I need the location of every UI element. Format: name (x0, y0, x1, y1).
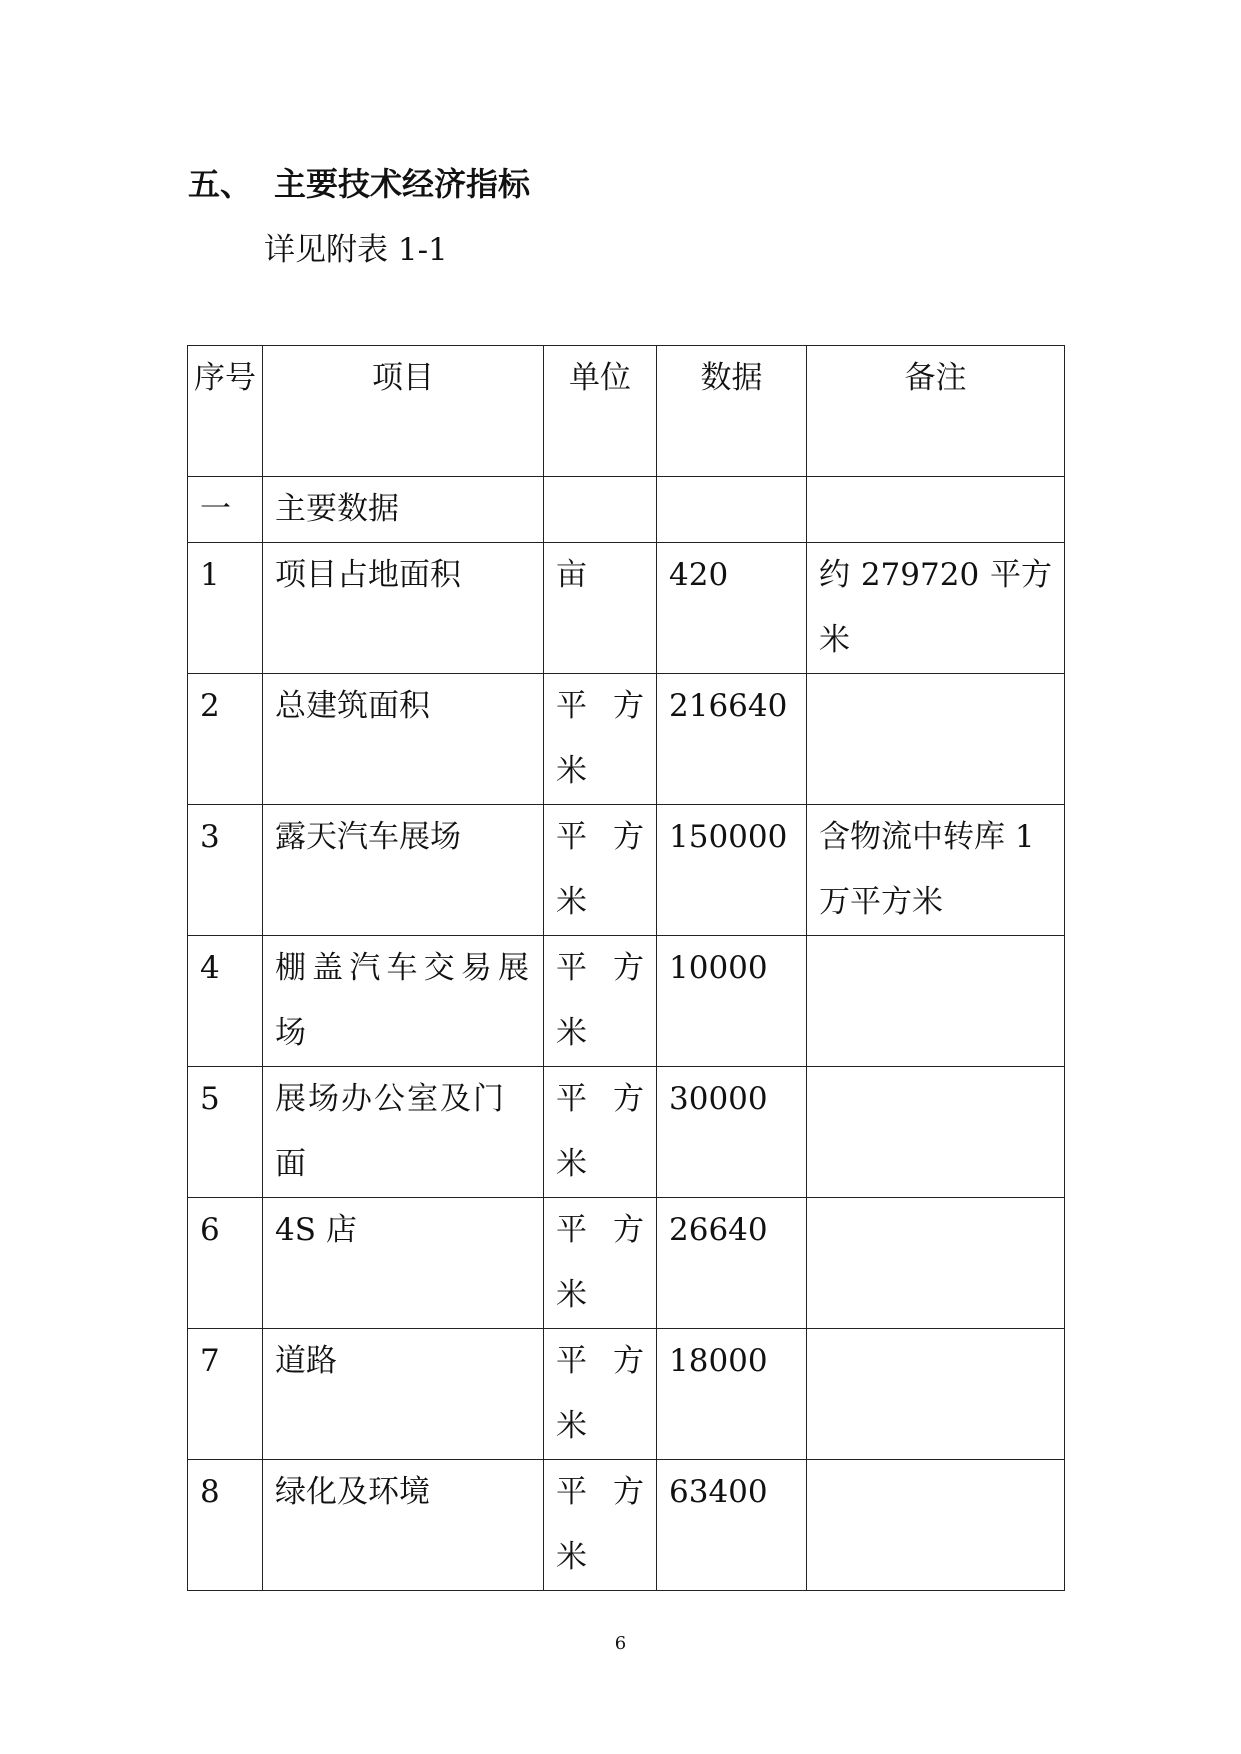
section-row-data (657, 477, 807, 543)
row-note (807, 1067, 1065, 1198)
row-unit (544, 674, 657, 805)
unit-char: 方 (613, 1212, 644, 1248)
section-row-note (807, 477, 1065, 543)
table-row (188, 805, 1065, 936)
row-unit (544, 1067, 657, 1198)
row-note (807, 1198, 1065, 1329)
indicators-table (187, 345, 1065, 1591)
unit-char: 米 (556, 1408, 587, 1444)
section-number: 五、 (188, 165, 253, 203)
row-note (807, 1460, 1065, 1591)
row-data: 18000 (657, 1329, 807, 1460)
row-seq: 6 (188, 1198, 263, 1329)
header-seq: 序号 (188, 346, 263, 477)
section-row-unit (544, 477, 657, 543)
note-unit: 平方 (990, 557, 1052, 593)
row-unit (544, 936, 657, 1067)
row-note (807, 1329, 1065, 1460)
row-seq: 4 (188, 936, 263, 1067)
row-data: 216640 (657, 674, 807, 805)
row-item: 棚盖汽车交易展场 (263, 936, 544, 1067)
unit-char: 平 (556, 819, 587, 855)
table-row (188, 1460, 1065, 1591)
row-unit (544, 1329, 657, 1460)
row-unit-text: 亩 (556, 557, 587, 593)
unit-char: 平 (556, 1474, 587, 1510)
row-data: 420 (657, 543, 807, 674)
row-item: 道路 (263, 1329, 544, 1460)
row-unit (544, 805, 657, 936)
row-unit-line (556, 1198, 644, 1263)
row-item: 展场办公室及门面 (263, 1067, 544, 1198)
unit-char: 米 (556, 753, 587, 789)
row-seq: 2 (188, 674, 263, 805)
row-unit-line (556, 805, 644, 870)
reference-line: 详见附表 1-1 (264, 232, 448, 268)
row-item: 总建筑面积 (263, 674, 544, 805)
table-header-row (188, 346, 1065, 477)
row-unit (544, 543, 657, 674)
row-data: 30000 (657, 1067, 807, 1198)
table-row (188, 1329, 1065, 1460)
row-unit-line (556, 674, 644, 739)
unit-char: 方 (613, 688, 644, 724)
row-note (807, 674, 1065, 805)
row-unit-line (556, 1067, 644, 1132)
unit-char: 米 (556, 1539, 587, 1575)
row-data: 150000 (657, 805, 807, 936)
row-item: 露天汽车展场 (263, 805, 544, 936)
header-note: 备注 (807, 346, 1065, 477)
unit-char: 平 (556, 950, 587, 986)
row-seq: 5 (188, 1067, 263, 1198)
unit-char: 平 (556, 1343, 587, 1379)
row-item: 绿化及环境 (263, 1460, 544, 1591)
row-seq: 3 (188, 805, 263, 936)
row-seq: 7 (188, 1329, 263, 1460)
row-data: 63400 (657, 1460, 807, 1591)
row-note-line (819, 543, 1052, 608)
unit-char: 米 (556, 1277, 587, 1313)
row-seq: 8 (188, 1460, 263, 1591)
section-row-item: 主要数据 (263, 477, 544, 543)
unit-char: 米 (556, 1146, 587, 1182)
row-item: 4S 店 (263, 1198, 544, 1329)
section-heading (188, 162, 530, 206)
table-row (188, 936, 1065, 1067)
table-section-row (188, 477, 1065, 543)
unit-char: 平 (556, 1212, 587, 1248)
table-row (188, 1198, 1065, 1329)
row-unit-line (556, 936, 644, 1001)
note-prefix: 约 (819, 557, 850, 593)
row-note (807, 936, 1065, 1067)
row-unit (544, 1460, 657, 1591)
row-data: 26640 (657, 1198, 807, 1329)
unit-char: 方 (613, 1474, 644, 1510)
row-unit (544, 1198, 657, 1329)
row-unit-line (556, 1329, 644, 1394)
unit-char: 平 (556, 1081, 587, 1117)
unit-char: 方 (613, 819, 644, 855)
row-unit-line (556, 1460, 644, 1525)
table-row (188, 543, 1065, 674)
unit-char: 米 (556, 884, 587, 920)
header-item: 项目 (263, 346, 544, 477)
header-unit: 单位 (544, 346, 657, 477)
page-number: 6 (614, 1633, 627, 1654)
unit-char: 方 (613, 1081, 644, 1117)
row-note (807, 543, 1065, 674)
row-item: 项目占地面积 (263, 543, 544, 674)
unit-char: 方 (613, 1343, 644, 1379)
unit-char: 方 (613, 950, 644, 986)
table-row (188, 1067, 1065, 1198)
unit-char: 米 (556, 1015, 587, 1051)
section-title: 主要技术经济指标 (274, 165, 531, 203)
row-data: 10000 (657, 936, 807, 1067)
unit-char: 平 (556, 688, 587, 724)
row-note: 含物流中转库 1 万平方米 (807, 805, 1065, 936)
row-seq: 1 (188, 543, 263, 674)
note-tail: 米 (819, 622, 850, 658)
section-row-seq: 一 (188, 477, 263, 543)
note-value: 279720 (860, 557, 980, 593)
header-data: 数据 (657, 346, 807, 477)
table-row (188, 674, 1065, 805)
